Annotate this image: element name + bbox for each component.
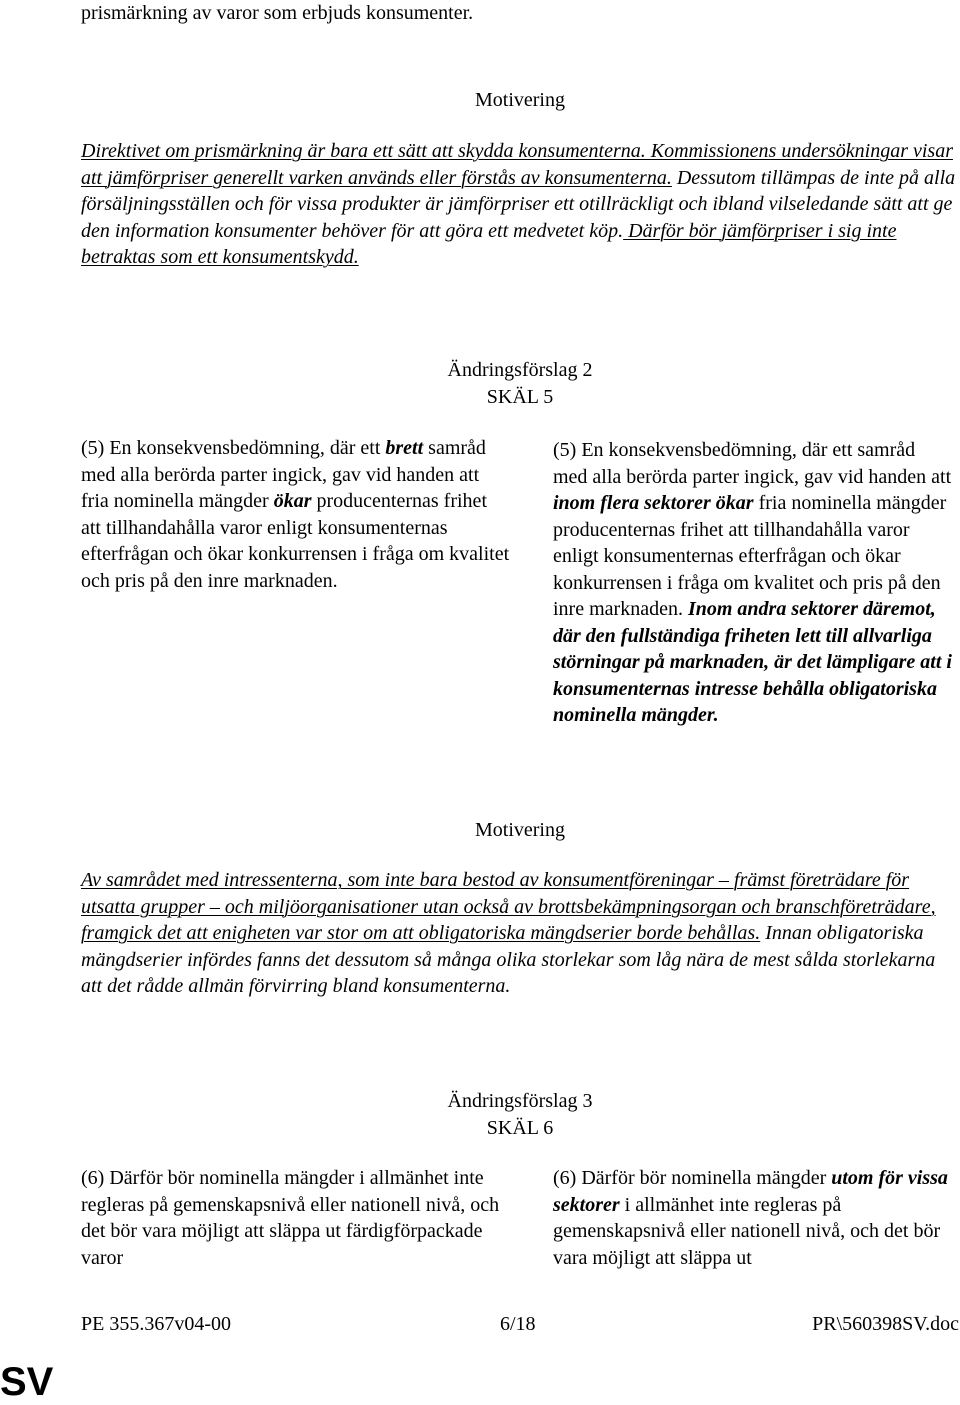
motivation-paragraph [81, 867, 960, 1000]
amendment-subtitle: SKÄL 5 [486, 385, 554, 408]
original-text-column [81, 435, 511, 594]
motivation-heading: Motivering [475, 819, 565, 841]
amended-text: (6) Därför bör nominella mängder [553, 1167, 832, 1189]
original-text: samråd med alla berörda parter ingick, gav vid handen att fria nominella mängder [81, 437, 486, 512]
original-text: (5) En konsekvensbedömning, där ett [81, 437, 386, 459]
amendment-heading [0, 357, 960, 410]
intro-text: prismärkning av varor som erbjuds konsumenter. [81, 2, 474, 24]
amendment-title: Ändringsförslag 3 [447, 1090, 593, 1112]
original-text: producenternas frihet att tillhandahålla varor enligt konsumenternas efterfrågan och ökar konkurrensen i fråga om kvalitet och pris på den inre marknaden. [81, 490, 510, 592]
amended-text: fria nominella mängder producenternas frihet att tillhandahålla varor enligt konsumenternas efterfrågan och ökar konkurrensen i fråga om kvalitet och pris på den inre marknaden. [553, 492, 947, 620]
amended-text: (5) En konsekvensbedömning, där ett samråd med alla berörda parter ingick, gav vid handen att [553, 439, 952, 488]
amendment-title: Ändringsförslag 2 [447, 359, 593, 381]
footer-document-reference: PE 355.367v04-00 [81, 1313, 231, 1335]
motivation-text-underlined: Direktivet om prismärkning är bara ett sätt att skydda konsumenterna. Kommissionens undersökningar visar att jämförpriser generellt varken används eller förstås av konsumenterna. [81, 140, 953, 189]
amendment-subtitle: SKÄL 6 [486, 1116, 554, 1139]
amendment-heading [0, 1088, 960, 1141]
intro-text-tail [81, 0, 941, 27]
language-code: SV [0, 1360, 54, 1404]
original-text-column [81, 1165, 501, 1271]
motivation-text: Innan obligatoriska mängdserier infördes fanns det dessutom så många olika storlekar som låg nära de mest sålda storlekarna att det rådde allmän förvirring bland konsumenterna. [81, 922, 936, 997]
original-text: (6) Därför bör nominella mängder i allmänhet inte regleras på gemenskapsnivå eller nationell nivå, och det bör vara möjligt att släppa ut färdigförpackade varor [81, 1167, 500, 1269]
original-text-emphasis: ökar [273, 490, 312, 512]
footer-page-number: 6/18 [500, 1313, 536, 1335]
amended-text-emphasis: inom flera sektorer ökar [553, 492, 754, 514]
amended-text-column [553, 1165, 953, 1271]
original-text-emphasis: brett [385, 437, 424, 459]
amended-text-emphasis: utom för vissa sektorer [553, 1167, 948, 1216]
amended-text: i allmänhet inte regleras på gemenskapsnivå eller nationell nivå, och det bör vara möjligt att släppa ut [553, 1193, 941, 1269]
motivation-text: Dessutom tillämpas de inte på alla försäljningsställen och för vissa produkter är jämförpriser ett otillräckligt och ibland vilseledande sätt att ge den information konsumenter behöver för att göra ett medvetet köp. [81, 166, 956, 242]
footer-file-name: PR\560398SV.doc [812, 1313, 959, 1335]
amended-text-emphasis: Inom andra sektorer däremot, där den fullständiga friheten lett till allvarliga störningar på marknaden, är det lämpligare att i konsumenternas intresse behålla obligatoriska nominella mängder. [553, 598, 952, 726]
motivation-text-underlined: Därför bör jämförpriser i sig inte betraktas som ett konsumentskydd. [81, 219, 897, 268]
motivation-paragraph [81, 138, 960, 271]
motivation-text-underlined: Av samrådet med intressenterna, som inte bara bestod av konsumentföreningar – främst företrädare för utsatta grupper – och miljöorganisationer utan också av brottsbekämpningsorgan och branschföreträdare, framgick det att enigheten var stor om att obligatoriska mängdserier borde behållas. [81, 869, 936, 944]
amended-text-column [553, 437, 953, 729]
motivation-heading: Motivering [475, 89, 565, 111]
